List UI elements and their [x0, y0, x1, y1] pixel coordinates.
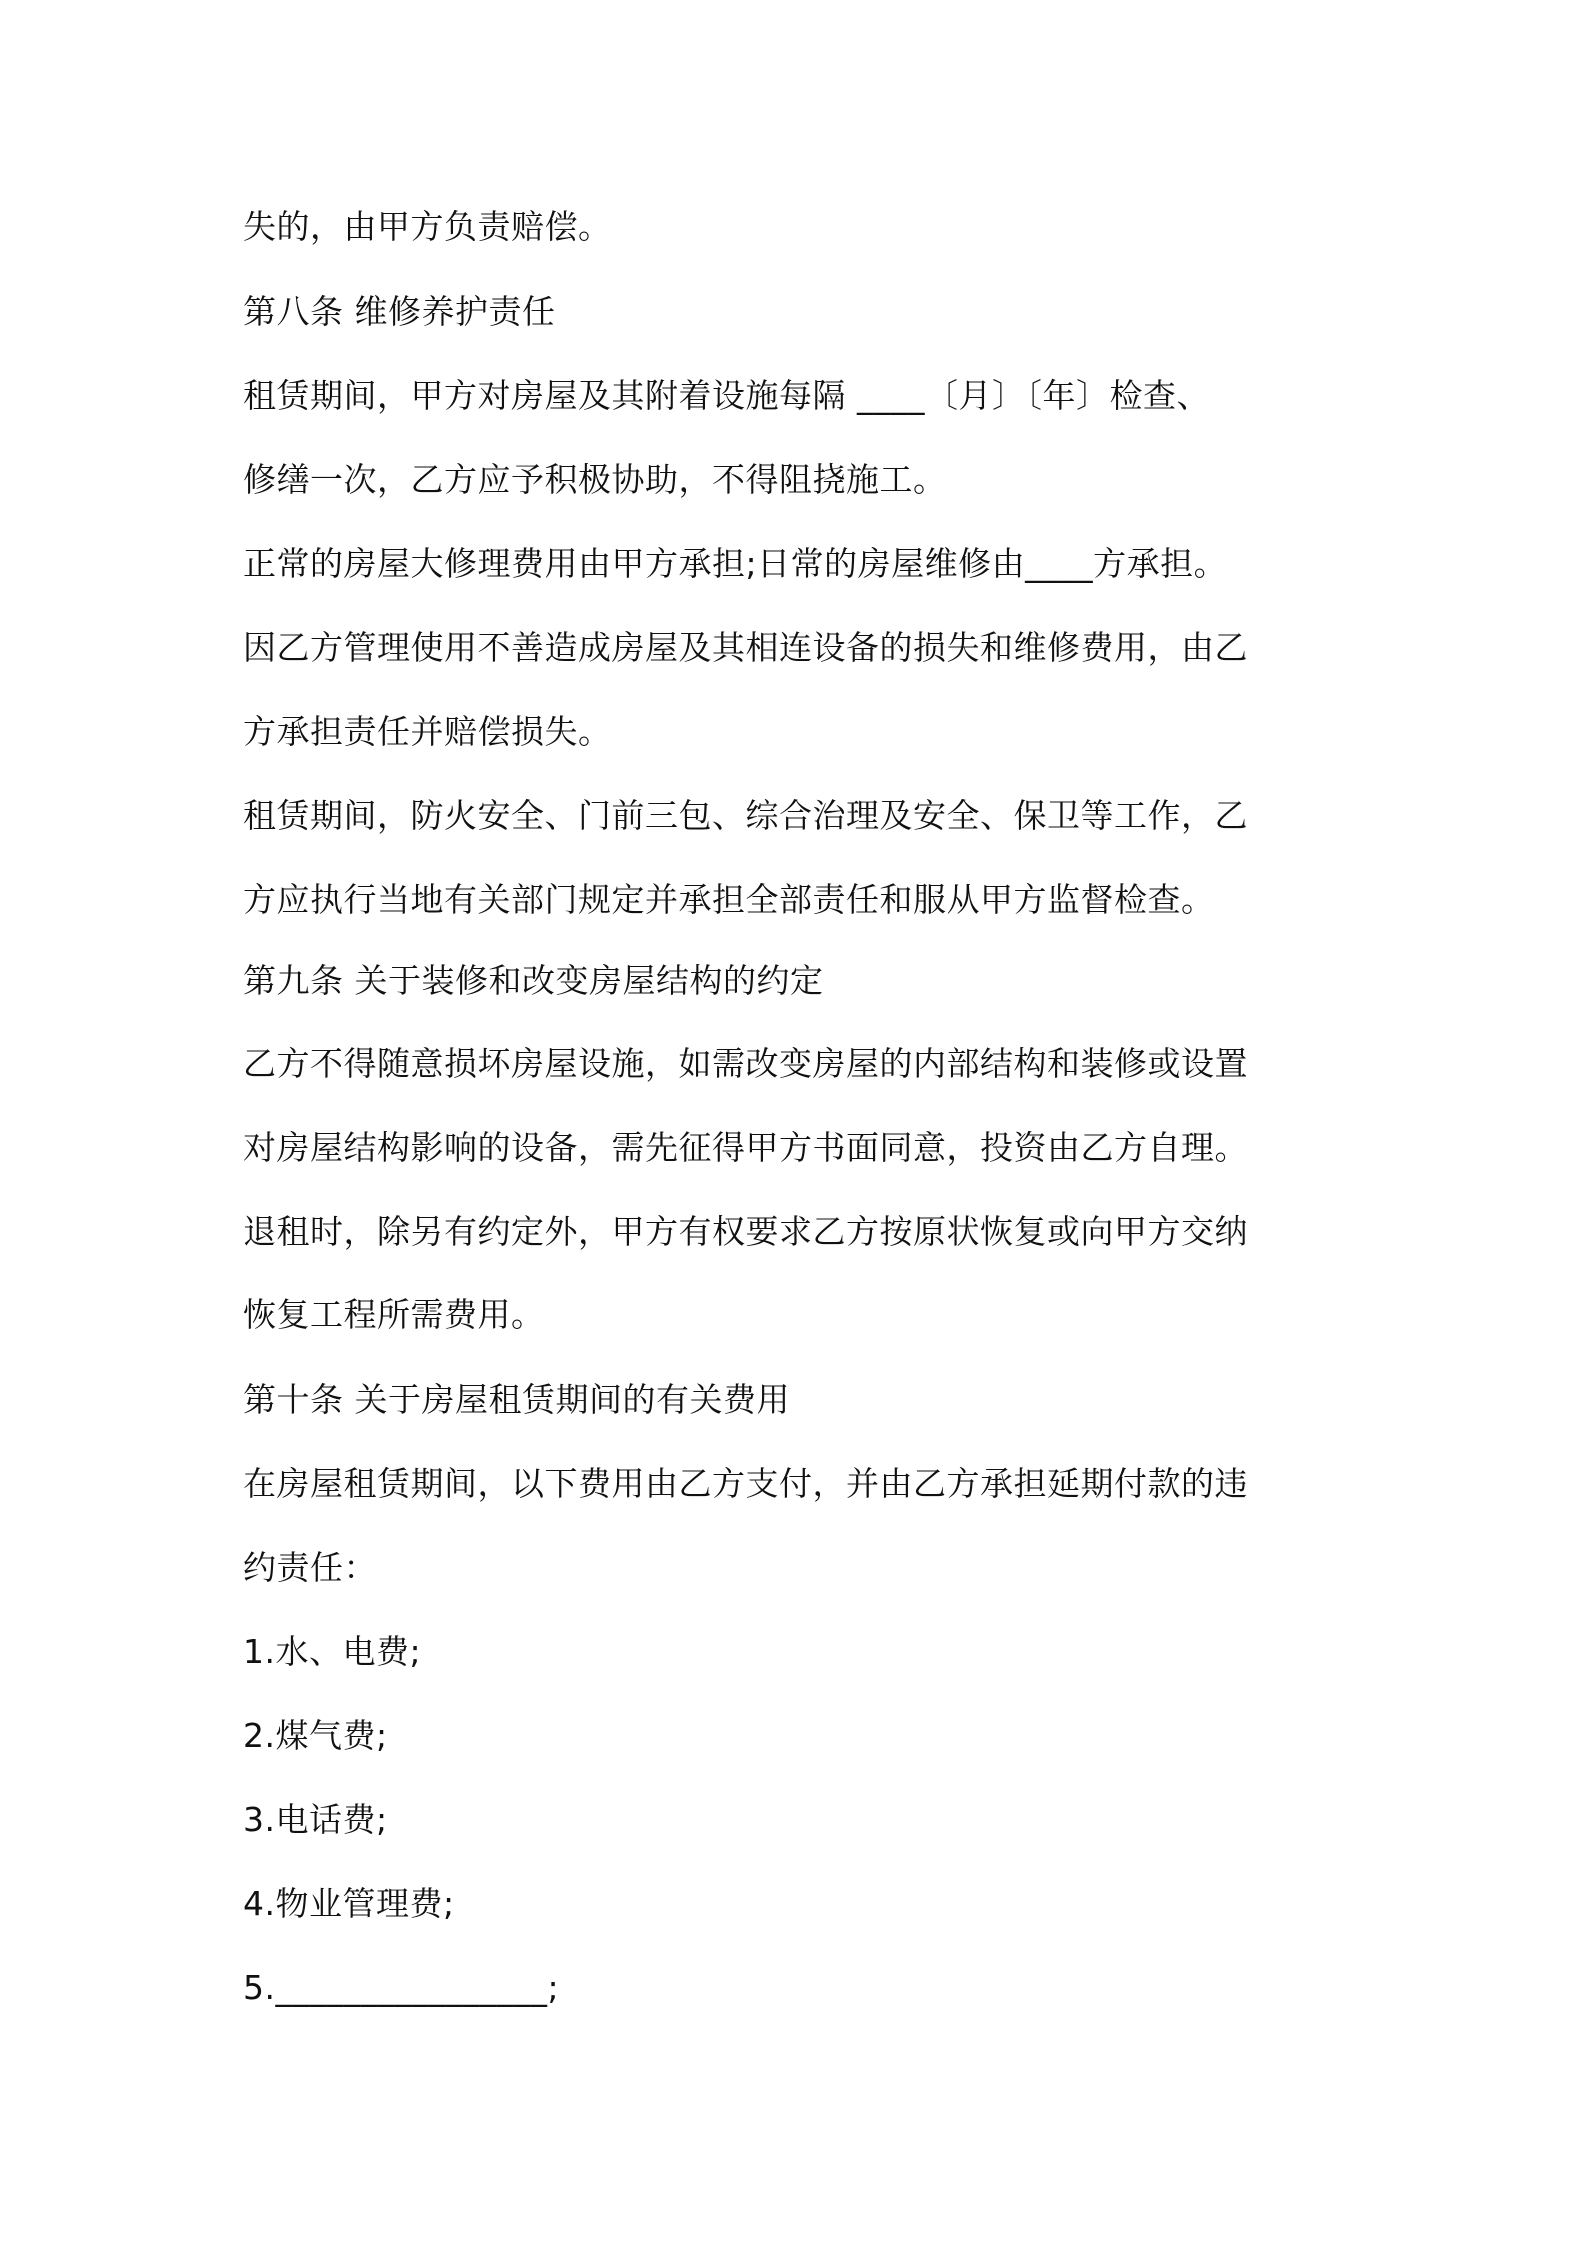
text-line: 租赁期间，防火安全、门前三包、综合治理及安全、保卫等工作，乙 [243, 796, 1248, 835]
text-line: 修缮一次，乙方应予积极协助，不得阻挠施工。 [243, 460, 947, 499]
list-item: 4.物业管理费; [243, 1884, 455, 1923]
text-line: 失的，由甲方负责赔偿。 [243, 207, 612, 246]
text-line: 租赁期间，甲方对房屋及其附着设施每隔 ____〔月〕〔年〕检查、 [243, 376, 1210, 415]
text-line: 退租时，除另有约定外，甲方有权要求乙方按原状恢复或向甲方交纳 [243, 1212, 1248, 1251]
text-line: 在房屋租赁期间，以下费用由乙方支付，并由乙方承担延期付款的违 [243, 1464, 1248, 1503]
section-heading: 第九条 关于装修和改变房屋结构的约定 [243, 961, 824, 1000]
list-item: 3.电话费; [243, 1800, 388, 1839]
list-item: 5.________________; [243, 1968, 560, 2007]
text-line: 恢复工程所需费用。 [243, 1295, 545, 1334]
section-heading: 第十条 关于房屋租赁期间的有关费用 [243, 1380, 790, 1419]
text-line: 方承担责任并赔偿损失。 [243, 712, 612, 751]
text-line: 因乙方管理使用不善造成房屋及其相连设备的损失和维修费用，由乙 [243, 628, 1248, 667]
list-item: 2.煤气费; [243, 1716, 388, 1755]
text-line: 约责任： [243, 1548, 377, 1587]
section-heading: 第八条 维修养护责任 [243, 292, 556, 331]
list-item: 1.水、电费; [243, 1632, 422, 1671]
text-line: 正常的房屋大修理费用由甲方承担;日常的房屋维修由____方承担。 [243, 544, 1228, 583]
text-line: 乙方不得随意损坏房屋设施，如需改变房屋的内部结构和装修或设置 [243, 1044, 1248, 1083]
text-line: 对房屋结构影响的设备，需先征得甲方书面同意，投资由乙方自理。 [243, 1128, 1248, 1167]
text-line: 方应执行当地有关部门规定并承担全部责任和服从甲方监督检查。 [243, 880, 1215, 919]
